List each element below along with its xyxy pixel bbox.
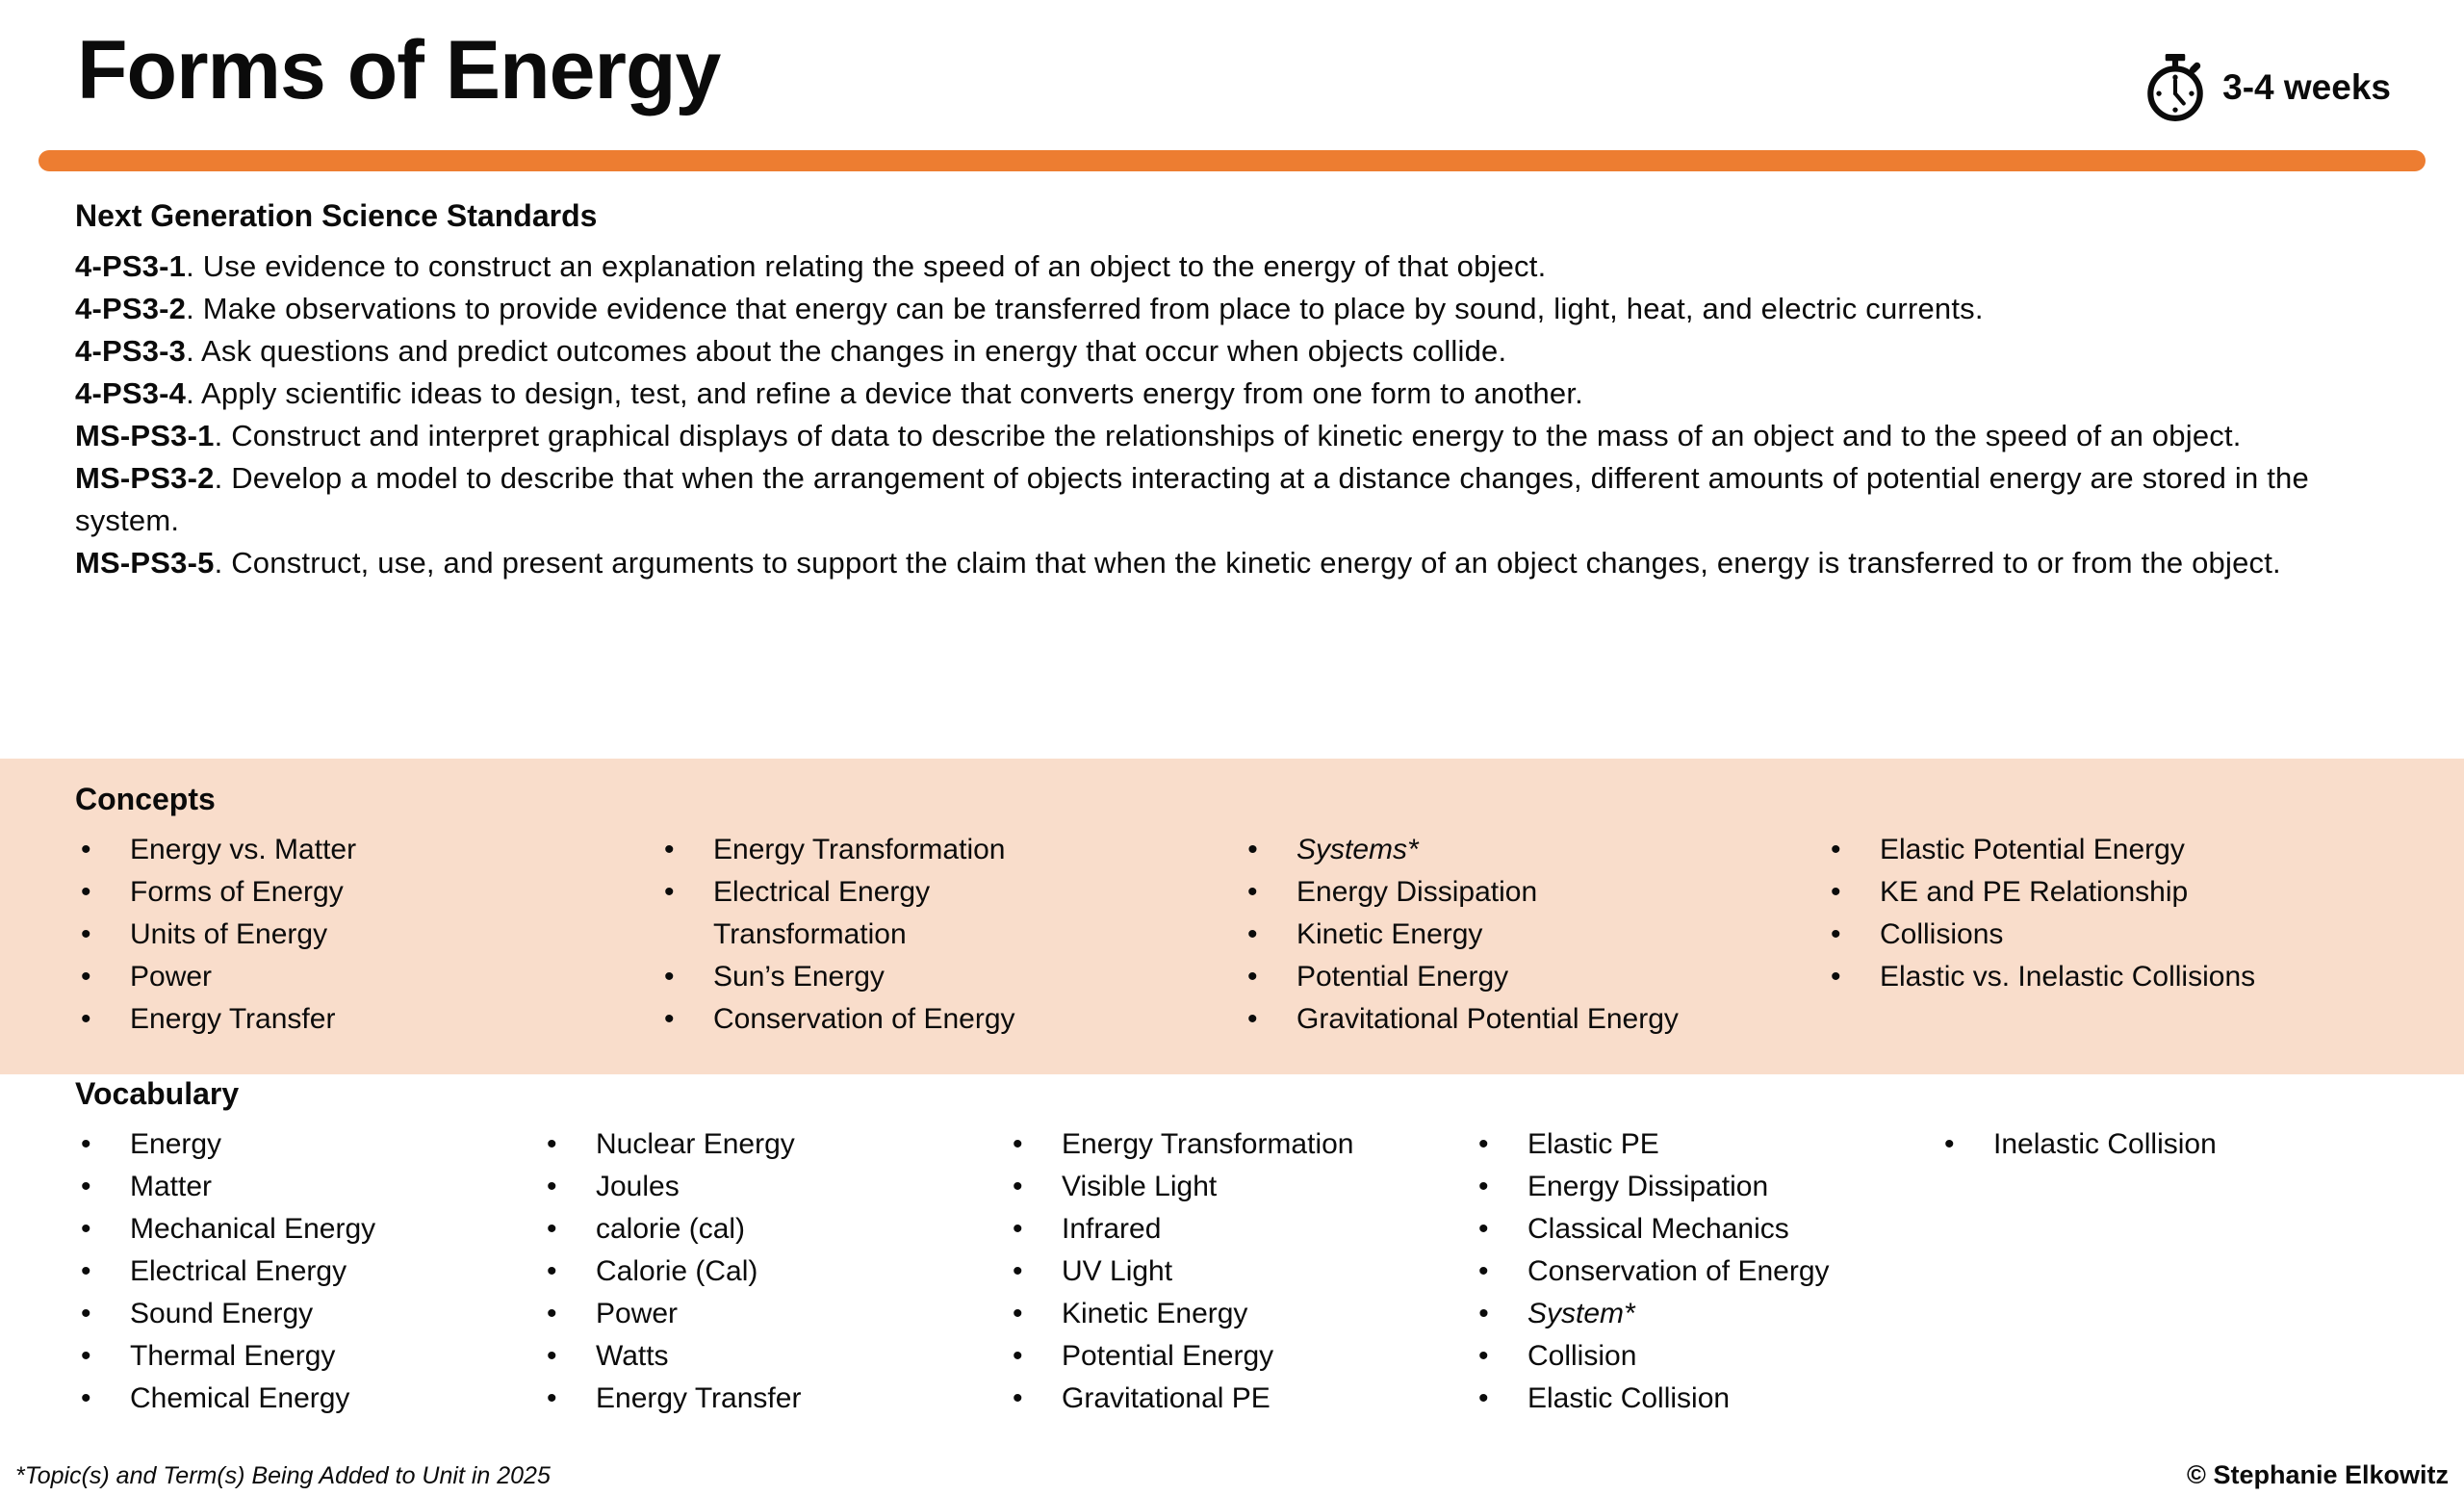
vocabulary-columns (75, 1123, 2389, 1420)
list-item: • Potential Energy (1007, 1335, 1473, 1378)
bullet-column (1242, 829, 1825, 1041)
standards-list (75, 245, 2389, 584)
standard-text: . Ask questions and predict outcomes about the changes in energy that occur when objects collide. (186, 334, 1507, 368)
duration-label: 3-4 weeks (2222, 67, 2391, 107)
page-title: Forms of Energy (77, 24, 721, 116)
vocabulary-section (0, 1076, 2464, 1420)
bullet-column (1007, 1123, 1473, 1420)
list-item: • Elastic Potential Energy (1825, 829, 2389, 871)
list-item: • Power (75, 956, 658, 998)
standard-text: . Make observations to provide evidence that energy can be transferred from place to place by sound, light, heat, and electric currents. (186, 292, 1984, 325)
list-item: • Matter (75, 1166, 541, 1208)
list-item: • Collision (1473, 1335, 1938, 1378)
list-item: • Collisions (1825, 914, 2389, 956)
list-item: • Energy Transfer (541, 1378, 1007, 1420)
list-item: • Infrared (1007, 1208, 1473, 1251)
list-item: • Elastic vs. Inelastic Collisions (1825, 956, 2389, 998)
standard-text: . Construct, use, and present arguments to support the claim that when the kinetic energy of an object changes, energy is transferred to or from the object. (214, 546, 2281, 580)
list-item: • Electrical Energy (75, 1251, 541, 1293)
standard-code: MS-PS3-5 (75, 546, 215, 580)
stopwatch-icon (2143, 52, 2207, 123)
duration-badge (2143, 52, 2391, 123)
list-item: • Conservation of Energy (658, 998, 1111, 1041)
list-item: • Elastic Collision (1473, 1378, 1938, 1420)
concepts-columns (75, 829, 2389, 1041)
standards-section (0, 171, 2464, 584)
standard-code: MS-PS3-1 (75, 419, 215, 452)
list-item: • UV Light (1007, 1251, 1473, 1293)
standard-code: 4-PS3-3 (75, 334, 187, 368)
list-item: • Kinetic Energy (1007, 1293, 1473, 1335)
list-item: • Elastic PE (1473, 1123, 1938, 1166)
list-item: • Classical Mechanics (1473, 1208, 1938, 1251)
concepts-heading: Concepts (75, 782, 216, 816)
standard-code: 4-PS3-1 (75, 249, 187, 283)
standards-heading: Next Generation Science Standards (75, 198, 598, 233)
standard-text: . Develop a model to describe that when the arrangement of objects interacting at a distance changes, different amounts of potential energy are stored in the system. (75, 461, 2309, 537)
list-item: • Energy (75, 1123, 541, 1166)
list-item: • Joules (541, 1166, 1007, 1208)
list-item: • Watts (541, 1335, 1007, 1378)
standard-code: 4-PS3-4 (75, 376, 187, 410)
list-item: • calorie (cal) (541, 1208, 1007, 1251)
accent-divider (38, 150, 2426, 171)
standard-item (75, 373, 2389, 415)
bullet-column (1473, 1123, 1938, 1420)
list-item: • Sun’s Energy (658, 956, 1111, 998)
list-item: • Energy Dissipation (1473, 1166, 1938, 1208)
standard-item (75, 330, 2389, 373)
bullet-column (541, 1123, 1007, 1420)
standard-text: . Apply scientific ideas to design, test, and refine a device that converts energy from one form to another. (186, 376, 1583, 410)
list-item: • Power (541, 1293, 1007, 1335)
list-item: • Thermal Energy (75, 1335, 541, 1378)
bullet-column (1938, 1123, 2389, 1420)
list-item: • Calorie (Cal) (541, 1251, 1007, 1293)
list-item: • Sound Energy (75, 1293, 541, 1335)
bullet-column (75, 829, 658, 1041)
list-item: • Energy Transformation (658, 829, 1111, 871)
list-item: • Energy Transformation (1007, 1123, 1473, 1166)
concepts-section (0, 759, 2464, 1074)
bullet-column (75, 1123, 541, 1420)
list-item: • Gravitational PE (1007, 1378, 1473, 1420)
list-item: • System* (1473, 1293, 1938, 1335)
list-item: • Energy vs. Matter (75, 829, 658, 871)
list-item: • Visible Light (1007, 1166, 1473, 1208)
vocabulary-heading: Vocabulary (75, 1076, 240, 1111)
page-header (0, 0, 2464, 123)
list-item: • Nuclear Energy (541, 1123, 1007, 1166)
standard-item (75, 415, 2389, 457)
standard-item (75, 457, 2389, 542)
list-item: • Potential Energy (1242, 956, 1825, 998)
list-item: • Chemical Energy (75, 1378, 541, 1420)
standard-item (75, 288, 2389, 330)
list-item: • Mechanical Energy (75, 1208, 541, 1251)
page-footer (15, 1460, 2449, 1490)
copyright: © Stephanie Elkowitz (2187, 1460, 2449, 1489)
standard-text: . Construct and interpret graphical displays of data to describe the relationships of kinetic energy to the mass of an object and to the speed of an object. (214, 419, 2242, 452)
list-item: • Kinetic Energy (1242, 914, 1825, 956)
list-item: • Energy Dissipation (1242, 871, 1825, 914)
list-item: • Units of Energy (75, 914, 658, 956)
footnote: *Topic(s) and Term(s) Being Added to Unit in 2025 (15, 1462, 551, 1489)
list-item: • Forms of Energy (75, 871, 658, 914)
bullet-column (658, 829, 1242, 1041)
list-item: • Conservation of Energy (1473, 1251, 1938, 1293)
standard-code: 4-PS3-2 (75, 292, 187, 325)
list-item: • Electrical Energy Transformation (658, 871, 1111, 956)
standard-item (75, 542, 2389, 584)
list-item: • KE and PE Relationship (1825, 871, 2389, 914)
standard-item (75, 245, 2389, 288)
list-item: • Gravitational Potential Energy (1242, 998, 1825, 1041)
list-item: • Energy Transfer (75, 998, 658, 1041)
standard-code: MS-PS3-2 (75, 461, 215, 495)
bullet-column (1825, 829, 2389, 1041)
list-item: • Systems* (1242, 829, 1825, 871)
list-item: • Inelastic Collision (1938, 1123, 2389, 1166)
standard-text: . Use evidence to construct an explanation relating the speed of an object to the energy of that object. (186, 249, 1547, 283)
